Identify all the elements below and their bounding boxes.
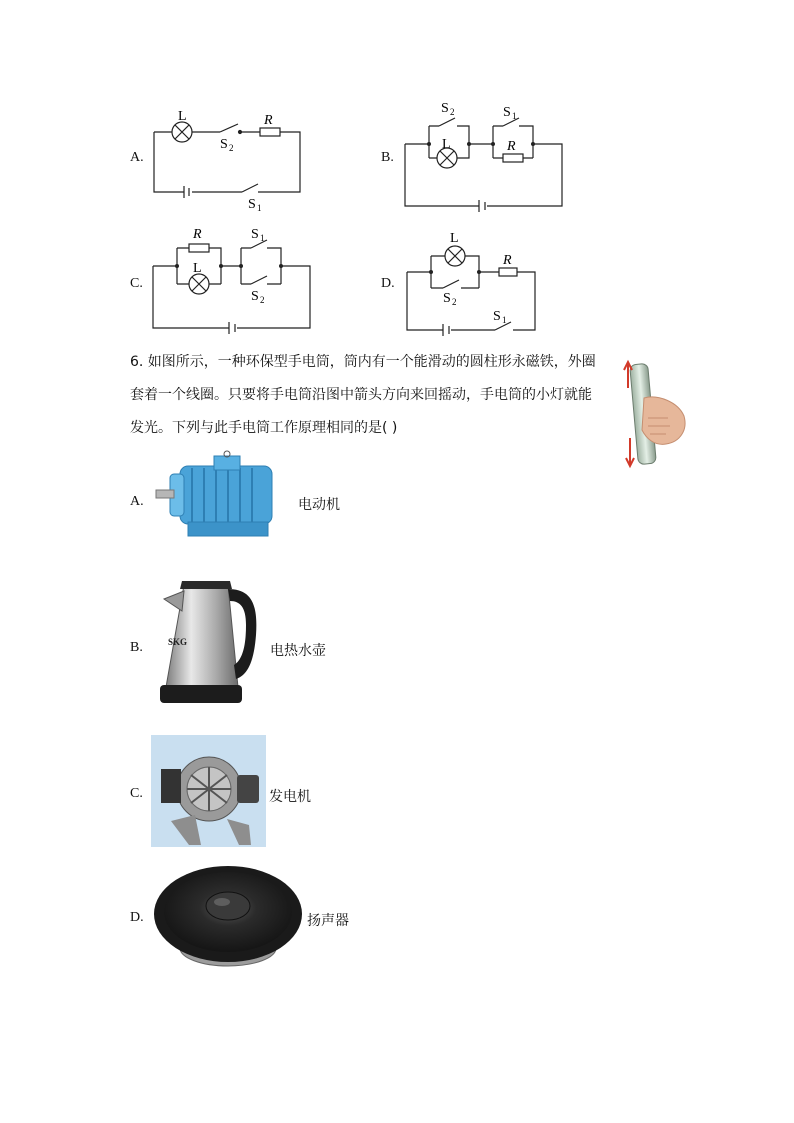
circuit-b-option: B.	[381, 150, 394, 165]
question-6	[130, 346, 615, 445]
circuit-c-option: C.	[130, 276, 143, 291]
option-b-name: 电热水壶	[270, 643, 326, 659]
circuit-c-s1-label: S	[251, 227, 259, 242]
circuit-c-s1-sub: 1	[260, 233, 265, 243]
circuit-a-s2-sub: 2	[229, 143, 234, 153]
question-6-line-3: 发光。下列与此手电筒工作原理相同的是( )	[130, 420, 398, 436]
circuit-d-lamp-label: L	[450, 231, 459, 246]
circuit-a-option: A.	[130, 150, 144, 165]
circuit-d-s1-label: S	[493, 309, 501, 324]
circuit-b-s1-label: S	[503, 105, 511, 120]
option-d-letter: D.	[130, 910, 144, 925]
question-6-line-1: 6. 如图所示，一种环保型手电筒，筒内有一个能滑动的圆柱形永磁铁，外圈	[130, 354, 596, 370]
option-c-letter: C.	[130, 786, 143, 801]
circuit-a-s1-sub: 1	[257, 203, 262, 213]
circuit-a-s1-label: S	[248, 197, 256, 212]
circuit-d-diagram	[395, 222, 575, 337]
circuit-c-diagram	[145, 222, 325, 337]
circuit-a-resistor-label: R	[264, 113, 273, 128]
question-6-line-2: 套着一个线圈。只要将手电筒沿图中箭头方向来回摇动，手电筒的小灯就能	[130, 387, 592, 403]
circuit-d-s2-sub: 2	[452, 297, 457, 307]
option-a-name: 电动机	[298, 497, 340, 513]
circuit-c-s2-label: S	[251, 289, 259, 304]
circuit-b-s1-sub: 1	[512, 111, 517, 121]
motor-image	[152, 448, 292, 548]
circuit-c-lamp-label: L	[193, 261, 202, 276]
option-c-name: 发电机	[269, 789, 311, 805]
option-b-letter: B.	[130, 640, 143, 655]
circuit-c-resistor-label: R	[193, 227, 202, 242]
flashlight-image	[618, 358, 690, 470]
circuit-d-s2-label: S	[443, 291, 451, 306]
circuit-b-s2-sub: 2	[450, 107, 455, 117]
kettle-image	[152, 575, 264, 715]
kettle-brand: SKG	[168, 637, 188, 647]
circuit-a-lamp-label: L	[178, 109, 187, 124]
circuit-b-diagram	[395, 98, 575, 213]
circuit-d-resistor-label: R	[503, 253, 512, 268]
alternator-image	[151, 735, 266, 847]
option-a-letter: A.	[130, 494, 144, 509]
circuit-b-resistor-label: R	[507, 139, 516, 154]
circuit-d-option: D.	[381, 276, 395, 291]
option-d-name: 扬声器	[307, 913, 349, 929]
circuit-d-s1-sub: 1	[502, 315, 507, 325]
speaker-image	[150, 858, 305, 978]
circuit-a-s2-label: S	[220, 137, 228, 152]
circuit-a-diagram	[140, 100, 320, 215]
circuit-c-s2-sub: 2	[260, 295, 265, 305]
circuit-b-s2-label: S	[441, 101, 449, 116]
circuit-b-lamp-label: L	[442, 137, 451, 152]
